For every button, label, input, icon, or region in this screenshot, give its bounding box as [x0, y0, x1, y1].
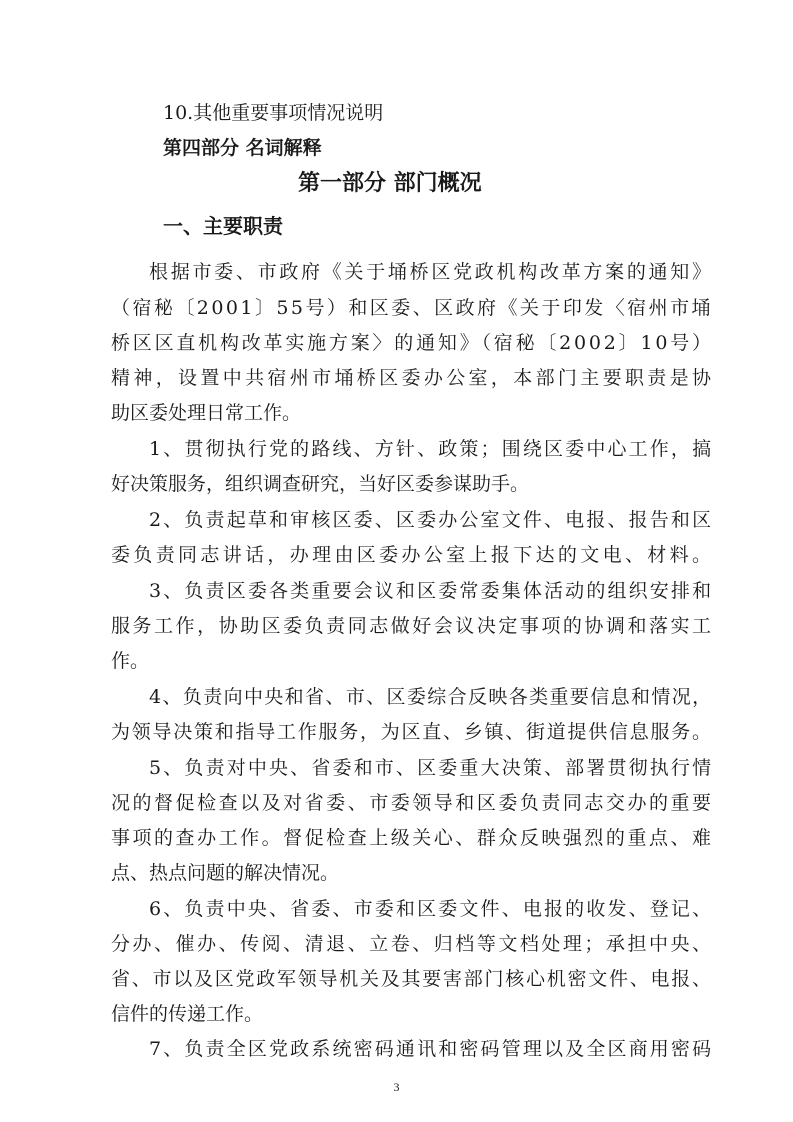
paragraph-line: 2、负责起草和审核区委、区委办公室文件、电报、报告和区 — [149, 509, 714, 531]
page-number: 3 — [393, 1080, 400, 1094]
toc-item-10: 10.其他重要事项情况说明 — [163, 102, 384, 124]
paragraph-line: 作。 — [111, 650, 150, 672]
paragraph-line: 3、负责区委各类重要会议和区委常委集体活动的组织安排和 — [149, 580, 714, 602]
paragraph-line: 为领导决策和指导工作服务，为区直、乡镇、街道提供信息服务。 — [111, 721, 713, 743]
paragraph-line: 委负责同志讲话，办理由区委办公室上报下达的文电、材料。 — [111, 544, 715, 566]
paragraph-line: 6、负责中央、省委、市委和区委文件、电报的收发、登记、 — [149, 898, 714, 920]
paragraph-line: 助区委处理日常工作。 — [111, 402, 302, 424]
paragraph-line: 况的督促检查以及对省委、市委领导和区委负责同志交办的重要 — [111, 792, 714, 814]
paragraph-line: 4、负责向中央和省、市、区委综合反映各类重要信息和情况， — [149, 686, 713, 708]
part-1-title: 第一部分 部门概况 — [298, 171, 482, 196]
paragraph-line: （宿秘〔2001〕55号）和区委、区政府《关于印发〈宿州市埇 — [111, 297, 713, 319]
paragraph-line: 好决策服务，组织调查研究，当好区委参谋助手。 — [111, 473, 530, 495]
paragraph-line: 事项的查办工作。督促检查上级关心、群众反映强烈的重点、难 — [111, 827, 714, 849]
paragraph-line: 服务工作，协助区委负责同志做好会议决定事项的协调和落实工 — [111, 615, 714, 637]
section-1-heading: 一、主要职责 — [163, 214, 283, 238]
toc-part-4: 第四部分 名词解释 — [163, 137, 322, 159]
paragraph-line: 5、负责对中央、省委和市、区委重大决策、部署贯彻执行情 — [149, 757, 714, 779]
paragraph-line: 7、负责全区党政系统密码通讯和密码管理以及全区商用密码 — [149, 1038, 714, 1060]
paragraph-line: 桥区区直机构改革实施方案〉的通知》（宿秘〔2002〕10号） — [111, 332, 714, 354]
paragraph-line: 分办、催办、传阅、清退、立卷、归档等文档处理；承担中央、 — [111, 933, 714, 955]
paragraph-line: 精神，设置中共宿州市埇桥区委办公室，本部门主要职责是协 — [111, 367, 715, 389]
paragraph-line: 1、贯彻执行党的路线、方针、政策；围绕区委中心工作，搞 — [149, 438, 714, 460]
paragraph-line: 信件的传递工作。 — [111, 1003, 264, 1025]
paragraph-line: 点、热点问题的解决情况。 — [111, 862, 340, 884]
paragraph-line: 根据市委、市政府《关于埇桥区党政机构改革方案的通知》 — [149, 261, 714, 283]
paragraph-line: 省、市以及区党政军领导机关及其要害部门核心机密文件、电报、 — [111, 968, 713, 990]
